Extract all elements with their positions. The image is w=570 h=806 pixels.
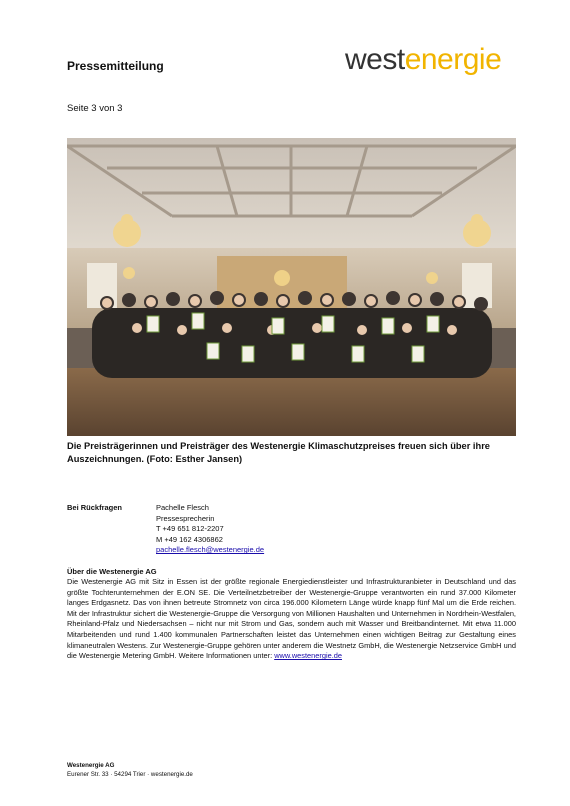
photo-caption: Die Preisträgerinnen und Preisträger des Westenergie Klimaschutzpreises freuen sich über ihre Auszeichnungen. (Foto: Esther Jansen) xyxy=(67,441,490,464)
contact-mobile: M +49 162 4306862 xyxy=(156,534,223,544)
westenergie-logo xyxy=(345,43,501,77)
page-counter: Seite 3 von 3 xyxy=(67,103,123,114)
footer-company: Westenergie AG xyxy=(67,762,115,769)
contact-name: Pachelle Flesch xyxy=(156,503,209,512)
about-text: Die Westenergie AG mit Sitz in Essen ist der größte regionale Energiedienstleister und Infrastrukturanbieter in Deutschland und das größte Tochterunternehmen der E.ON SE. Die Verteilnetzbetreiber der Westenergie-Gruppe verantworten ein rund 37.000 Kilometer langes Erdgasnetz. Das von ihnen betreute Stromnetz von circa 196.000 Kilometern Länge würde knapp fünf Mal um die Erde reichen. Mit der Infrastruktur sichert die Westenergie-Gruppe die Versorgung von Millionen Haushalten und Unternehmen in Nordrhein-Westfalen, Rheinland-Pfalz und Niedersachsen – nicht nur mit Strom und Gas, sondern auch mit Wasser und Breitbandinternet. Mit etwa 11.000 Mitarbeitenden und rund 1.400 kommunalen Partnerschaften leistet das Unternehmen einen wichtigen Beitrag zur Gestaltung eines klimaneutralen Westens. Zur Westenergie-Gruppe gehören unter anderem die Westnetz GmbH, die Westenergie Netzservice GmbH und die Westenergie Metering GmbH. Weitere Informationen unter: xyxy=(67,577,516,661)
contact-block xyxy=(156,503,264,556)
about-paragraph xyxy=(67,577,516,662)
footer-address: Eurener Str. 33 · 54294 Trier · westenergie.de xyxy=(67,771,193,778)
contact-email-link[interactable]: pachelle.flesch@westenergie.de xyxy=(156,545,265,555)
photo-illustration xyxy=(67,138,516,436)
page-title: Pressemitteilung xyxy=(67,59,164,73)
about-heading: Über die Westenergie AG xyxy=(67,567,157,576)
logo-text-energie: energie xyxy=(404,43,502,76)
logo-text-west: west xyxy=(345,43,405,76)
award-group-photo xyxy=(67,138,516,436)
website-link[interactable]: www.westenergie.de xyxy=(274,651,342,661)
contact-role: Pressesprecherin xyxy=(156,513,215,523)
contact-phone: T +49 651 812-2207 xyxy=(156,524,224,534)
contact-label: Bei Rückfragen xyxy=(67,503,123,512)
